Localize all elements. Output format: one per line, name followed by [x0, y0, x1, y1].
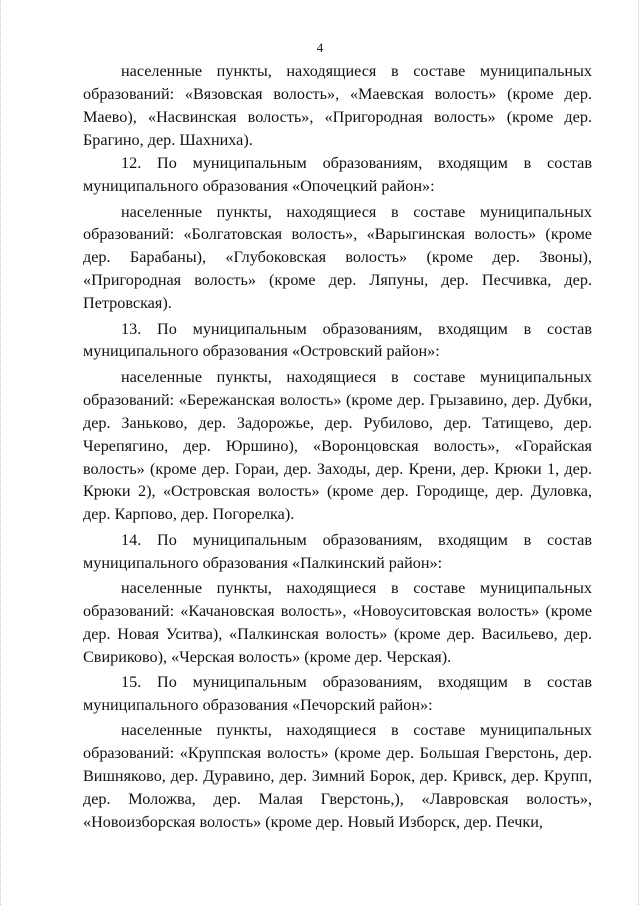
- page-number: 4: [316, 40, 324, 55]
- scan-edge-left: [0, 0, 2, 905]
- paragraph-item-14-heading: 14. По муниципальным образованиям, входящим в состав муниципального образования «Палкинский район»:: [83, 530, 592, 572]
- document-body: [83, 60, 592, 834]
- paragraph-item-15-settlements: населенные пункты, находящиеся в составе муниципальных образований: «Круппская волость» (кроме дер. Большая Гверстонь, дер. Вишняково, дер. Дуравино, дер. Зимний Борок, дер. Кривск, дер. Крупп, дер. Моложва, дер. Малая Гверстонь,), «Лавровская волость», «Новоизборская волость» (кроме дер. Новый Изборск, дер. Печки,: [83, 721, 592, 832]
- scan-edge-right: [637, 0, 639, 905]
- paragraph-item-13-heading: 13. По муниципальным образованиям, входящим в состав муниципального образования «Островский район»:: [83, 319, 592, 361]
- paragraph-item-13-settlements: населенные пункты, находящиеся в составе муниципальных образований: «Бережанская волость» (кроме дер. Грызавино, дер. Дубки, дер. Заньково, дер. Задорожье, дер. Рубилово, дер. Татищево, дер. Черепягино, дер. Юршино), «Воронцовская волость», «Горайская волость» (кроме дер. Гораи, дер. Заходы, дер. Крени, дер. Крюки 1, дер. Крюки 2), «Островская волость» (кроме дер. Городище, дер. Дуловка, дер. Карпово, дер. Погорелка).: [83, 367, 592, 524]
- paragraph-item-12-heading: 12. По муниципальным образованиям, входящим в состав муниципального образования «Опочецкий район»:: [83, 154, 592, 196]
- paragraph-item-15-heading: 15. По муниципальным образованиям, входящим в состав муниципального образования «Печорский район»:: [83, 673, 592, 715]
- paragraph-item-12-settlements: населенные пункты, находящиеся в составе муниципальных образований: «Болгатовская волость», «Варыгинская волость» (кроме дер. Барабаны), «Глубоковская волость» (кроме дер. Звоны), «Пригородная волость» (кроме дер. Ляпуны, дер. Песчивка, дер. Петровская).: [83, 202, 592, 313]
- paragraph-item-14-settlements: населенные пункты, находящиеся в составе муниципальных образований: «Качановская волость», «Новоуситовская волость» (кроме дер. Новая Уситва), «Палкинская волость» (кроме дер. Васильево, дер. Свириково), «Черская волость» (кроме дер. Черская).: [83, 579, 592, 666]
- paragraph-list-item-11-settlements: населенные пункты, находящиеся в составе муниципальных образований: «Вязовская волость», «Маевская волость» (кроме дер. Маево), «Насвинская волость», «Пригородная волость» (кроме дер. Брагино, дер. Шахниха).: [83, 62, 592, 149]
